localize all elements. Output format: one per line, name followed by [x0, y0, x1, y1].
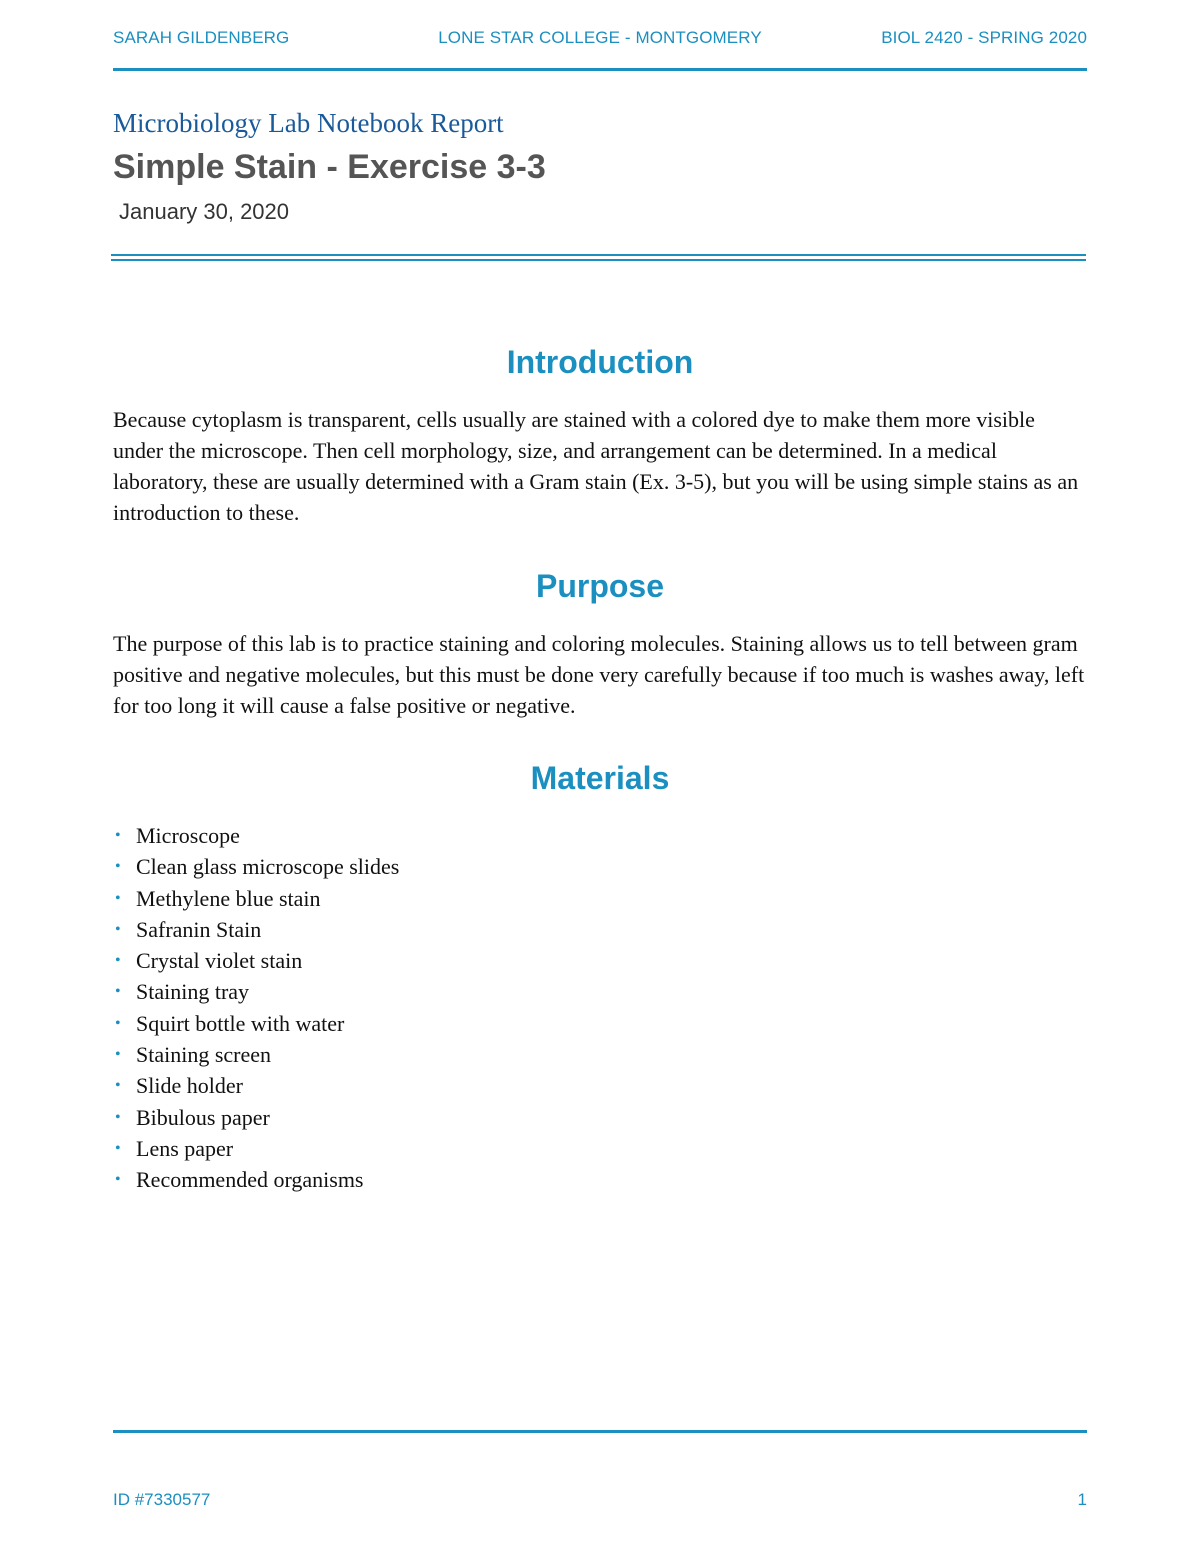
material-label: Recommended organisms: [136, 1167, 364, 1193]
introduction-heading: Introduction: [506, 344, 694, 380]
material-label: Slide holder: [136, 1073, 243, 1099]
bullet-icon: •: [115, 1139, 121, 1157]
purpose-body: The purpose of this lab is to practice staining and coloring molecules. Staining allows us to tell between gram positive and negative molecules, but this must be done very carefully because if too much is washes away, left for too long it will cause a false positive or negative.: [113, 631, 1085, 718]
materials-list-item: [113, 945, 813, 976]
introduction-body: Because cytoplasm is transparent, cells usually are stained with a colored dye to make them more visible under the microscope. Then cell morphology, size, and arrangement can be determined. In a medical laboratory, these are usually determined with a Gram stain (Ex. 3-5), but you will be using simple stains as an introduction to these.: [113, 407, 1079, 525]
material-label: Staining screen: [136, 1042, 272, 1068]
material-label: Lens paper: [136, 1135, 234, 1161]
material-label: Squirt bottle with water: [136, 1010, 345, 1036]
bullet-icon: •: [115, 1077, 121, 1095]
materials-list-item: [113, 1102, 813, 1133]
report-subtitle: Microbiology Lab Notebook Report: [113, 108, 504, 138]
header-institution: LONE STAR COLLEGE - MONTGOMERY: [438, 28, 762, 47]
material-label: Microscope: [136, 823, 240, 848]
material-label: Crystal violet stain: [136, 948, 303, 974]
materials-list-item: [113, 820, 813, 851]
materials-list-item: [113, 1039, 813, 1070]
page-header: [113, 28, 1087, 50]
materials-list-item: [113, 1008, 813, 1039]
bullet-icon: •: [115, 1014, 121, 1032]
bullet-icon: •: [115, 952, 121, 970]
materials-list-item: [113, 1164, 813, 1195]
bullet-icon: •: [115, 858, 121, 876]
bullet-icon: •: [115, 889, 121, 907]
title-divider: [111, 254, 1086, 261]
materials-list-item: [113, 1133, 813, 1164]
bullet-icon: •: [115, 920, 121, 938]
footer-rule: [113, 1430, 1087, 1433]
bullet-icon: •: [115, 983, 121, 1001]
bullet-icon: •: [115, 1171, 121, 1189]
materials-list-item: [113, 914, 813, 945]
report-date: January 30, 2020: [119, 199, 290, 224]
material-label: Safranin Stain: [136, 916, 262, 942]
material-label: Staining tray: [136, 979, 250, 1005]
materials-list-item: [113, 976, 813, 1007]
report-title: Simple Stain - Exercise 3-3: [113, 148, 546, 186]
bullet-icon: •: [115, 1046, 121, 1064]
bullet-icon: •: [115, 827, 121, 844]
header-author: SARAH GILDENBERG: [113, 28, 290, 47]
footer-id: ID #7330577: [113, 1490, 211, 1509]
materials-heading: Materials: [530, 760, 670, 796]
purpose-heading: Purpose: [535, 568, 665, 604]
material-label: Methylene blue stain: [136, 885, 321, 911]
materials-list: [113, 820, 813, 1196]
header-rule: [113, 68, 1087, 71]
materials-list-item: [113, 851, 813, 882]
page-number: 1: [1077, 1490, 1087, 1509]
materials-list-item: [113, 883, 813, 914]
materials-list-item: [113, 1070, 813, 1101]
bullet-icon: •: [115, 1108, 121, 1126]
material-label: Bibulous paper: [136, 1104, 270, 1130]
material-label: Clean glass microscope slides: [136, 854, 400, 880]
header-course: BIOL 2420 - SPRING 2020: [881, 28, 1087, 47]
